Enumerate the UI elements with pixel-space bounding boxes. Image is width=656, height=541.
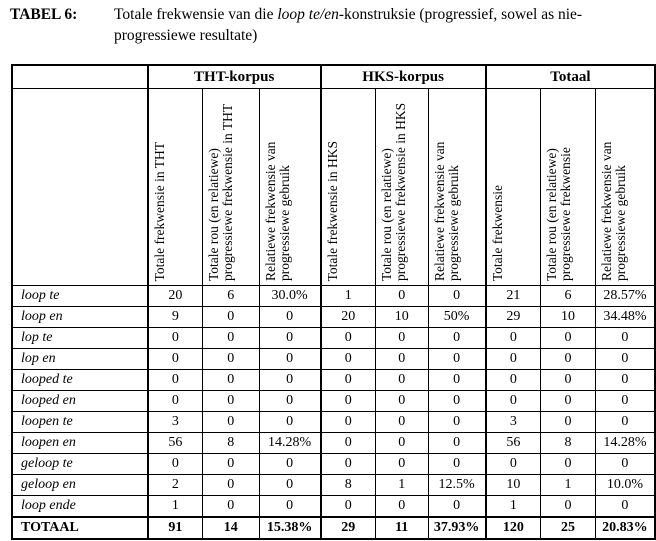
- table-cell: 20: [148, 286, 203, 307]
- table-cell: 0: [148, 370, 203, 391]
- table-cell: 0: [202, 496, 259, 518]
- column-header-text: Totale rou (en relatiewe) progressiewe frekwensie: [544, 147, 574, 281]
- table-cell: 0: [259, 391, 321, 412]
- corner-cell: [12, 65, 148, 89]
- table-cell: 0: [375, 454, 428, 475]
- table-cell: 15.38%: [259, 517, 321, 539]
- table-cell: 0: [541, 370, 596, 391]
- table-row: [12, 454, 655, 475]
- group-header-row: [12, 65, 655, 89]
- column-header: [259, 89, 321, 286]
- table-cell: 0: [321, 412, 376, 433]
- table-cell: 0: [321, 391, 376, 412]
- table-row: [12, 475, 655, 496]
- table-cell: 0: [202, 307, 259, 328]
- table-cell: 10: [541, 307, 596, 328]
- column-header-text: Relatiewe frekwensie van progressiewe gebruik: [262, 141, 292, 281]
- row-label: loop ende: [12, 496, 148, 518]
- table-cell: 91: [148, 517, 203, 539]
- total-row: [12, 517, 655, 539]
- table-cell: 0: [428, 391, 486, 412]
- table-cell: 3: [486, 412, 541, 433]
- table-cell: 0: [148, 349, 203, 370]
- table-cell: 0: [321, 433, 376, 454]
- table-body: [12, 286, 655, 540]
- table-cell: 0: [202, 454, 259, 475]
- table-cell: 0: [321, 328, 376, 349]
- group-header-totaal: Totaal: [486, 65, 655, 89]
- frequency-table: [11, 64, 656, 540]
- table-cell: 34.48%: [595, 307, 655, 328]
- table-cell: 0: [486, 349, 541, 370]
- table-cell: 0: [259, 307, 321, 328]
- table-cell: 0: [375, 433, 428, 454]
- table-cell: 0: [202, 370, 259, 391]
- table-cell: 8: [202, 433, 259, 454]
- table-cell: 10.0%: [595, 475, 655, 496]
- table-row: [12, 349, 655, 370]
- table-cell: 0: [595, 328, 655, 349]
- column-header: [541, 89, 596, 286]
- table-row: [12, 370, 655, 391]
- table-cell: 0: [321, 370, 376, 391]
- row-label: looped en: [12, 391, 148, 412]
- table-cell: 0: [375, 286, 428, 307]
- table-cell: 0: [595, 412, 655, 433]
- table-cell: 14: [202, 517, 259, 539]
- table-cell: 0: [486, 370, 541, 391]
- caption-text-after: -konstruksie (progressief, sowel as nie-progressiewe resultate): [114, 6, 583, 44]
- table-row: [12, 391, 655, 412]
- table-cell: 0: [321, 454, 376, 475]
- table-cell: 2: [148, 475, 203, 496]
- table-cell: 0: [259, 328, 321, 349]
- table-cell: 6: [202, 286, 259, 307]
- table-cell: 0: [321, 349, 376, 370]
- row-label: looped te: [12, 370, 148, 391]
- table-cell: 0: [486, 454, 541, 475]
- table-cell: 0: [541, 349, 596, 370]
- table-cell: 0: [541, 454, 596, 475]
- column-header: [595, 89, 655, 286]
- group-header-tht: THT-korpus: [148, 65, 321, 89]
- table-cell: 0: [428, 496, 486, 518]
- table-cell: 0: [375, 349, 428, 370]
- table-cell: 0: [375, 370, 428, 391]
- table-row: [12, 328, 655, 349]
- table-cell: 12.5%: [428, 475, 486, 496]
- table-cell: 10: [486, 475, 541, 496]
- table-cell: 14.28%: [259, 433, 321, 454]
- table-cell: 0: [202, 412, 259, 433]
- row-label: loopen en: [12, 433, 148, 454]
- table-cell: 1: [375, 475, 428, 496]
- table-cell: 56: [148, 433, 203, 454]
- table-cell: 0: [148, 454, 203, 475]
- table-cell: 0: [428, 286, 486, 307]
- group-header-hks: HKS-korpus: [321, 65, 486, 89]
- table-cell: 0: [202, 349, 259, 370]
- column-header-text: Totale frekwensie in THT: [151, 141, 167, 281]
- table-cell: 0: [259, 475, 321, 496]
- column-header: [202, 89, 259, 286]
- table-cell: 0: [259, 370, 321, 391]
- table-cell: 0: [595, 391, 655, 412]
- column-header-text: Totale rou (en relatiewe) progressiewe frekwensie in HKS: [378, 102, 408, 281]
- table-cell: 56: [486, 433, 541, 454]
- table-cell: 0: [375, 412, 428, 433]
- table-cell: 0: [428, 454, 486, 475]
- table-cell: 0: [428, 433, 486, 454]
- table-cell: 20.83%: [595, 517, 655, 539]
- row-label: loop te: [12, 286, 148, 307]
- table-caption: [10, 4, 650, 46]
- table-cell: 20: [321, 307, 376, 328]
- table-cell: 0: [428, 370, 486, 391]
- table-cell: 0: [259, 349, 321, 370]
- table-cell: 3: [148, 412, 203, 433]
- row-label: TOTAAL: [12, 517, 148, 539]
- table-row: [12, 412, 655, 433]
- table-cell: 0: [541, 412, 596, 433]
- table-cell: 0: [375, 391, 428, 412]
- table-cell: 0: [595, 349, 655, 370]
- table-cell: 0: [202, 475, 259, 496]
- table-cell: 29: [486, 307, 541, 328]
- table-row: [12, 307, 655, 328]
- corner-cell-lower: [12, 89, 148, 286]
- table-cell: 8: [321, 475, 376, 496]
- table-cell: 1: [541, 475, 596, 496]
- table-cell: 29: [321, 517, 376, 539]
- table-cell: 8: [541, 433, 596, 454]
- row-label: geloop en: [12, 475, 148, 496]
- table-cell: 11: [375, 517, 428, 539]
- column-header: [428, 89, 486, 286]
- table-cell: 0: [428, 349, 486, 370]
- table-cell: 0: [541, 391, 596, 412]
- table-cell: 0: [595, 454, 655, 475]
- table-cell: 50%: [428, 307, 486, 328]
- table-cell: 30.0%: [259, 286, 321, 307]
- table-cell: 0: [202, 328, 259, 349]
- table-cell: 14.28%: [595, 433, 655, 454]
- table-cell: 21: [486, 286, 541, 307]
- column-header-text: Totale frekwensie: [489, 184, 505, 281]
- row-label: loop en: [12, 307, 148, 328]
- caption-text-italic: loop te/en: [277, 6, 339, 23]
- column-header-text: Totale frekwensie in HKS: [324, 140, 340, 281]
- row-label: loopen te: [12, 412, 148, 433]
- table-cell: 0: [375, 328, 428, 349]
- table-cell: 0: [595, 370, 655, 391]
- table-cell: 0: [259, 496, 321, 518]
- table-cell: 0: [202, 391, 259, 412]
- table-cell: 120: [486, 517, 541, 539]
- table-cell: 1: [321, 286, 376, 307]
- table-cell: 1: [486, 496, 541, 518]
- table-cell: 37.93%: [428, 517, 486, 539]
- column-header: [148, 89, 203, 286]
- table-cell: 0: [148, 328, 203, 349]
- column-header: [375, 89, 428, 286]
- column-header-text: Totale rou (en relatiewe) progressiewe frekwensie in THT: [205, 103, 235, 281]
- table-cell: 0: [375, 496, 428, 518]
- column-header-text: Relatiewe frekwensie van progressiewe gebruik: [598, 141, 628, 281]
- table-cell: 0: [486, 391, 541, 412]
- table-cell: 28.57%: [595, 286, 655, 307]
- row-label: geloop te: [12, 454, 148, 475]
- table-row: [12, 286, 655, 307]
- table-cell: 0: [541, 496, 596, 518]
- table-cell: 0: [595, 496, 655, 518]
- table-row: [12, 496, 655, 518]
- table-cell: 25: [541, 517, 596, 539]
- caption-text-before: Totale frekwensie van die: [114, 6, 278, 23]
- column-header: [321, 89, 376, 286]
- table-cell: 0: [259, 454, 321, 475]
- table-row: [12, 433, 655, 454]
- table-cell: 0: [148, 391, 203, 412]
- table-cell: 0: [428, 328, 486, 349]
- row-label: lop te: [12, 328, 148, 349]
- column-header: [486, 89, 541, 286]
- table-cell: 6: [541, 286, 596, 307]
- table-cell: 0: [259, 412, 321, 433]
- table-cell: 0: [486, 328, 541, 349]
- row-label: lop en: [12, 349, 148, 370]
- table-caption-label: TABEL 6:: [10, 6, 78, 23]
- table-cell: 0: [428, 412, 486, 433]
- table-cell: 1: [148, 496, 203, 518]
- table-cell: 0: [321, 496, 376, 518]
- table-cell: 10: [375, 307, 428, 328]
- column-header-row: [12, 89, 655, 286]
- table-cell: 0: [541, 328, 596, 349]
- column-header-text: Relatiewe frekwensie van progressiewe gebruik: [431, 141, 461, 281]
- table-caption-text: [114, 4, 650, 46]
- table-cell: 9: [148, 307, 203, 328]
